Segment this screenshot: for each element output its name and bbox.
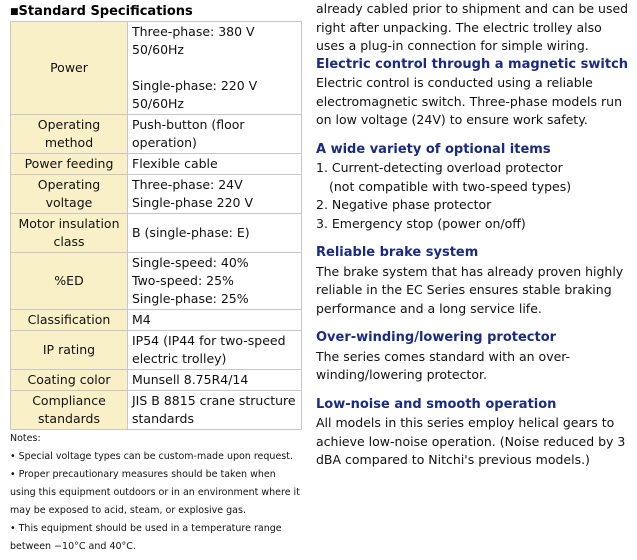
notes-heading: Notes: xyxy=(10,433,41,444)
feature-section xyxy=(316,329,634,385)
feature-section xyxy=(316,244,634,318)
feature-body: Electric control is conducted using a reliable electromagnetic switch. Three-phase models run on low voltage (24V) to ensure work safety. xyxy=(316,75,622,127)
row-value: Single-speed: 40% Two-speed: 25% Single-phase: 25% xyxy=(128,253,302,310)
row-label: Compliance standards xyxy=(11,391,128,430)
feature-title: A wide variety of optional items xyxy=(316,141,551,157)
row-label: Motor insulation class xyxy=(11,214,128,253)
table-row xyxy=(11,391,302,430)
row-value: M4 xyxy=(128,310,302,331)
row-value: Three-phase: 380 V 50/60Hz Single-phase: 220 V 50/60Hz xyxy=(128,22,302,115)
feature-title: Low-noise and smooth operation xyxy=(316,396,557,412)
row-value: JIS B 8815 crane structure standards xyxy=(128,391,302,430)
list-item: 3. Emergency stop (power on/off) xyxy=(316,215,526,231)
notes-section xyxy=(10,430,302,556)
feature-body: The series comes standard with an over-winding/lowering protector. xyxy=(316,348,571,382)
spec-table xyxy=(10,21,302,430)
table-row xyxy=(11,253,302,310)
feature-section xyxy=(316,56,634,130)
row-value: Flexible cable xyxy=(128,154,302,175)
feature-title: Over-winding/lowering protector xyxy=(316,330,557,345)
list-item: (not compatible with two-speed types) xyxy=(329,178,572,194)
specifications-panel xyxy=(10,4,302,556)
row-value: Push-button (floor operation) xyxy=(128,115,302,154)
note-item: • Proper precautionary measures should be taken when using this equipment outdoors or in an environment where it may be exposed to acid, steam, or explosive gas. xyxy=(10,469,300,516)
table-row xyxy=(11,310,302,331)
row-value: Munsell 8.75R4/14 xyxy=(128,370,302,391)
table-row xyxy=(11,22,302,115)
row-label: IP rating xyxy=(11,331,128,370)
feature-section xyxy=(316,396,634,470)
note-item: • Special voltage types can be custom-made upon request. xyxy=(10,451,293,462)
row-value: Three-phase: 24V Single-phase 220 V xyxy=(128,175,302,214)
row-value: IP54 (IP44 for two-speed electric trolley) xyxy=(128,331,302,370)
table-row xyxy=(11,214,302,253)
row-label: Coating color xyxy=(11,370,128,391)
row-value: B (single-phase: E) xyxy=(128,214,302,253)
feature-section xyxy=(316,141,634,234)
table-row xyxy=(11,175,302,214)
spec-heading: ■Standard Specifications xyxy=(10,4,193,19)
table-row xyxy=(11,331,302,370)
row-label: Power xyxy=(11,22,128,115)
row-label: Classification xyxy=(11,310,128,331)
feature-title: Reliable brake system xyxy=(316,245,479,260)
features-panel xyxy=(316,0,634,481)
row-label: %ED xyxy=(11,253,128,310)
row-label: Operating voltage xyxy=(11,175,128,214)
list-item: 2. Negative phase protector xyxy=(316,197,492,212)
note-item: • This equipment should be used in a temperature range between −10°C and 40°C. xyxy=(10,523,282,552)
intro-paragraph: already cabled prior to shipment and can be used right after unpacking. The electric trolley also uses a plug-in connection for simple wiring. xyxy=(316,1,629,53)
table-row xyxy=(11,370,302,391)
feature-body: The brake system that has already proven highly reliable in the EC Series ensures stable braking performance and a long service life. xyxy=(316,263,624,316)
list-item: 1. Current-detecting overload protector xyxy=(316,160,563,175)
table-row xyxy=(11,154,302,175)
feature-body: All models in this series employ helical gears to achieve low-noise operation. (Noise reduced by 3 dBA compared to Nitchi's previous models.) xyxy=(316,415,626,467)
row-label: Power feeding xyxy=(11,154,128,175)
square-bullet-icon: ■ xyxy=(10,7,19,17)
table-row xyxy=(11,115,302,154)
row-label: Operating method xyxy=(11,115,128,154)
feature-title: Electric control through a magnetic switch xyxy=(316,56,629,72)
